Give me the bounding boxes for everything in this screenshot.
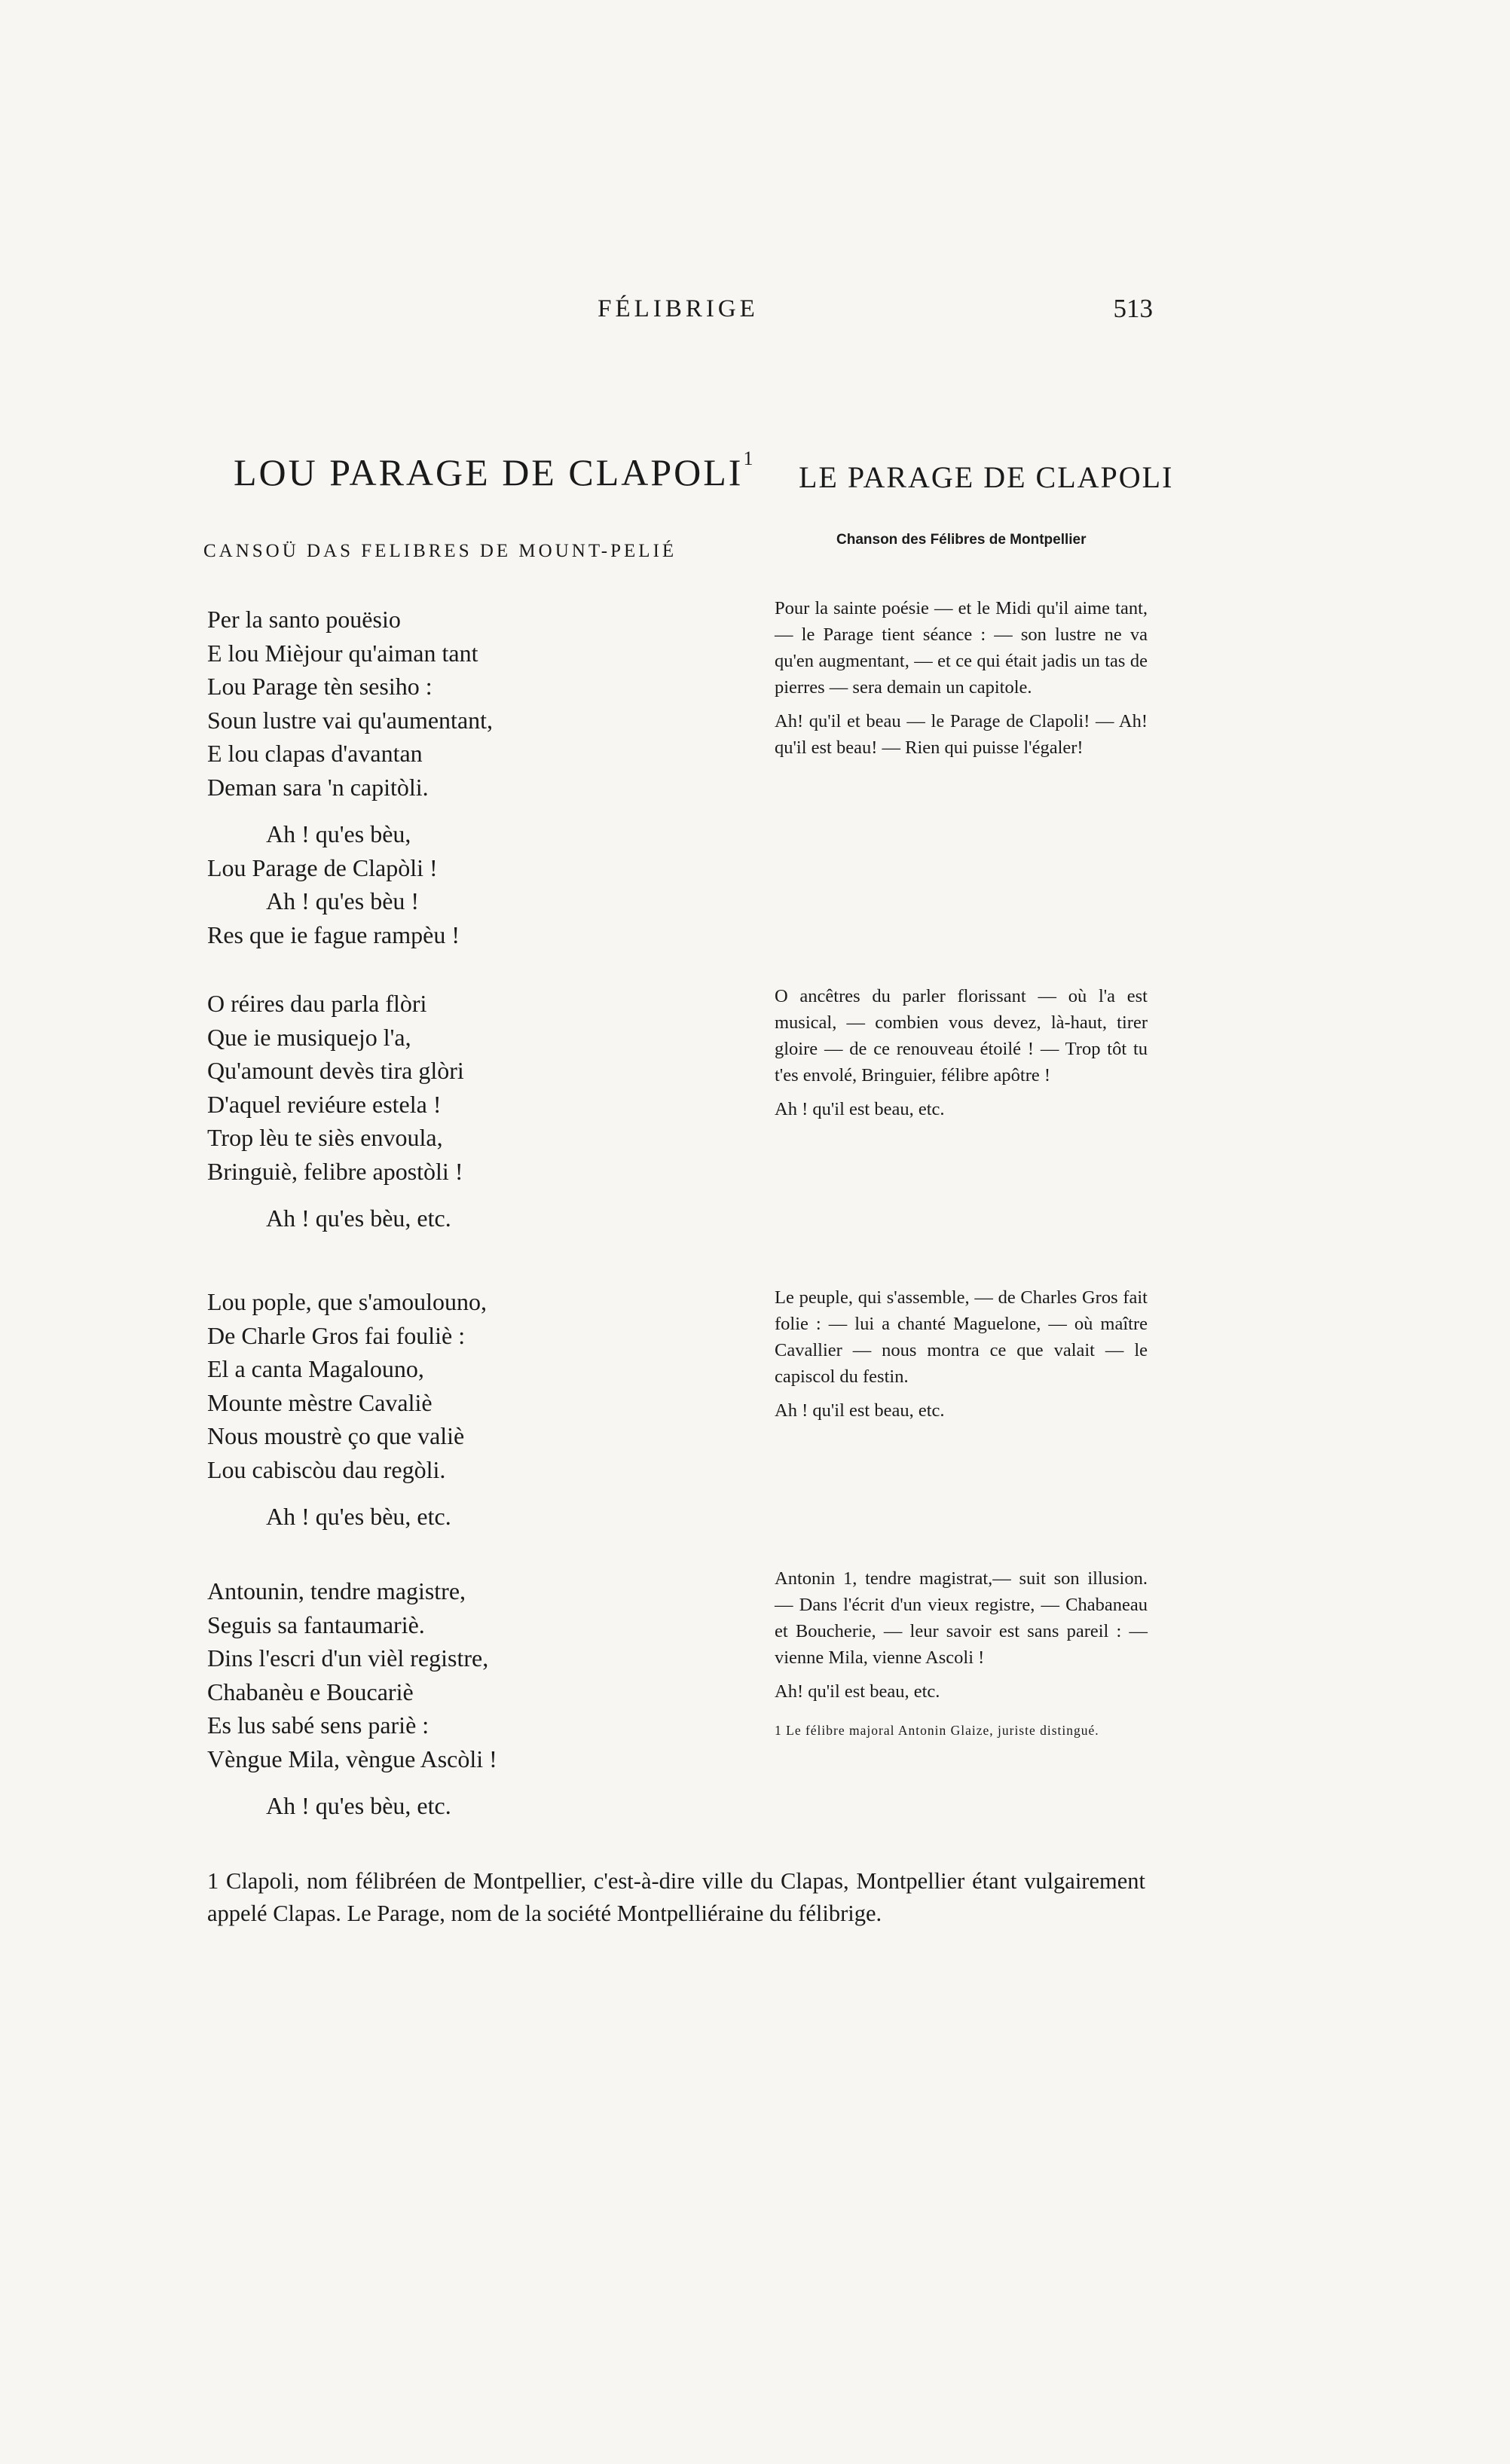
verse-line: D'aquel reviéure estela ! (207, 1090, 442, 1118)
verse-line: Bringuiè, felibre apostòli ! (207, 1157, 463, 1185)
verse-line: Vèngue Mila, vèngue Ascòli ! (207, 1745, 497, 1772)
translation-text: O ancêtres du parler florissant — où l'a est musical, — combien vous devez, là-haut, tirer gloire — de ce renouveau étoilé ! — Trop tôt tu t'es envolé, Bringuier, félibre apôtre ! (775, 986, 1148, 1085)
poem-title (234, 447, 756, 494)
verse-line: Antounin, tendre magistre, (207, 1577, 466, 1605)
verse-line: De Charle Gros fai fouliè : (207, 1321, 466, 1349)
running-header: FÉLIBRIGE (598, 295, 759, 322)
verse-line: Mounte mèstre Cavaliè (207, 1388, 433, 1416)
stanza-3 (207, 1285, 735, 1534)
verse-line: Trop lèu te siès envoula, (207, 1124, 443, 1151)
verse-line: Que ie musiquejo l'a, (207, 1023, 411, 1051)
page-number: 513 (1113, 294, 1153, 323)
translation-text: Pour la sainte poésie — et le Midi qu'il aime tant, — le Parage tient séance : — son lustre ne va qu'en augmentant, — et ce qui était jadis un tas de pierres — sera demain un capitole. (775, 598, 1148, 698)
translation-block-1 (775, 595, 1148, 761)
translation-refrain: Ah! qu'il est beau, etc. (775, 1681, 940, 1702)
verse-line: Es lus sabé sens pariè : (207, 1711, 429, 1739)
translation-title: LE PARAGE DE CLAPOLI (799, 460, 1174, 494)
refrain-line: Ah ! qu'es bèu ! (266, 887, 420, 914)
verse-line: Soun lustre vai qu'aumentant, (207, 706, 494, 734)
translation-block-3 (775, 1284, 1148, 1424)
translation-refrain: Ah! qu'il et beau — le Parage de Clapoli! — Ah! qu'il est beau! — Rien qui puisse l'égaler! (775, 711, 1148, 758)
verse-line: O réires dau parla flòri (207, 990, 427, 1017)
verse-line: Dins l'escri d'un vièl registre, (207, 1644, 489, 1672)
verse-line: Lou Parage tèn sesiho : (207, 673, 433, 700)
verse-line: Qu'amount devès tira glòri (207, 1057, 464, 1084)
refrain-line: Res que ie fague rampèu ! (207, 921, 460, 948)
translation-text: Le peuple, qui s'assemble, — de Charles Gros fait folie : — lui a chanté Maguelone, — où maître Cavallier — nous montra ce que valait — le capiscol du festin. (775, 1287, 1148, 1387)
verse-line: E lou Mièjour qu'aiman tant (207, 639, 478, 667)
verse-line: Chabanèu e Boucariè (207, 1678, 414, 1705)
verse-line: Per la santo pouësio (207, 606, 401, 633)
refrain-line: Lou Parage de Clapòli ! (207, 853, 438, 881)
translation-refrain: Ah ! qu'il est beau, etc. (775, 1400, 945, 1421)
stanza-4 (207, 1574, 735, 1823)
stanza-2 (207, 987, 735, 1235)
poem-subtitle: CANSOÜ DAS FELIBRES DE MOUNT-PELIÉ (203, 541, 677, 561)
verse-line: Seguis sa fantaumariè. (207, 1611, 425, 1638)
refrain-line: Ah ! qu'es bèu, etc. (266, 1205, 451, 1232)
verse-line: Lou pople, que s'amoulouno, (207, 1288, 488, 1315)
translation-footnote: 1 Le félibre majoral Antonin Glaize, juriste distingué. (775, 1723, 1099, 1738)
refrain-line: Ah ! qu'es bèu, (266, 820, 411, 847)
translation-text: Antonin 1, tendre magistrat,— suit son illusion. — Dans l'écrit d'un vieux registre, — Chabaneau et Boucherie, — leur savoir est sans pareil : — vienne Mila, vienne Ascoli ! (775, 1568, 1148, 1668)
verse-line: Nous moustrè ço que valiè (207, 1422, 465, 1449)
verse-line: Deman sara 'n capitòli. (207, 773, 429, 801)
translation-refrain: Ah ! qu'il est beau, etc. (775, 1099, 945, 1119)
translation-block-4 (775, 1565, 1148, 1739)
translation-block-2 (775, 983, 1148, 1122)
footnote-mark: 1 (743, 447, 756, 469)
refrain-line: Ah ! qu'es bèu, etc. (266, 1503, 451, 1530)
verse-line: E lou clapas d'avantan (207, 740, 423, 767)
verse-line: Lou cabiscòu dau regòli. (207, 1455, 446, 1483)
poem-title-text: LOU PARAGE DE CLAPOLI (234, 451, 744, 493)
translation-subtitle: Chanson des Félibres de Montpellier (836, 532, 1087, 548)
refrain-line: Ah ! qu'es bèu, etc. (266, 1792, 451, 1819)
page-footnote: 1 Clapoli, nom félibréen de Montpellier, c'est-à-dire ville du Clapas, Montpellier étant vulgairement appelé Clapas. Le Parage, nom de la société Montpelliéraine du félibrige. (207, 1868, 1145, 1926)
verse-line: El a canta Magalouno, (207, 1355, 424, 1382)
stanza-1 (207, 603, 735, 951)
